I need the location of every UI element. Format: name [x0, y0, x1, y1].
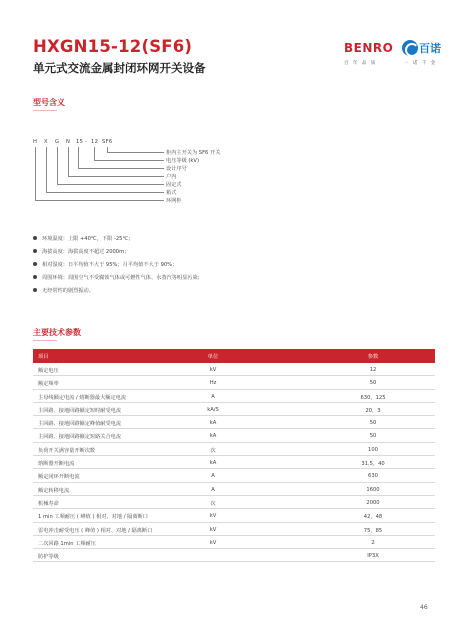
cell-value: 630，125 [360, 394, 386, 401]
cell-value: 50 [369, 380, 377, 387]
table-row [33, 416, 435, 429]
code-dash: - [85, 139, 88, 145]
cell-value: 20，3 [365, 407, 381, 414]
cell-value: 2 [371, 539, 375, 546]
cell-value: 31.5，40 [361, 461, 385, 468]
table-header [33, 349, 435, 363]
condition-item [33, 248, 129, 255]
cell-item: 防护等级 [38, 554, 59, 561]
table-row [33, 376, 435, 389]
cell-unit: kV [209, 539, 217, 546]
cell-unit: Hz [209, 380, 217, 387]
cell-unit: kA [209, 460, 217, 467]
condition-text: 无经常性的剧烈振动。 [42, 288, 94, 294]
bullet-icon [33, 275, 37, 279]
cell-value: 42，48 [363, 514, 383, 521]
bullet-icon [33, 249, 37, 253]
cell-value: 75，85 [363, 527, 383, 534]
cell-value: 12 [369, 367, 377, 373]
benro-logo [344, 40, 444, 76]
cell-item: 负荷开关满容量开断次数 [38, 447, 96, 454]
cell-unit: A [211, 393, 215, 400]
cell-unit: kV [209, 367, 217, 373]
cell-unit: 次 [210, 500, 216, 507]
cell-unit: A [211, 473, 215, 480]
code-letter-g: G [55, 139, 60, 145]
cell-item: 主母线额定电流 / 熔断器最大额定电流 [38, 394, 127, 401]
logo-brand: BENRO [344, 41, 394, 55]
condition-text: 相对湿度：日平均值不大于 95%；月平均值不大于 90%； [42, 262, 178, 268]
table-row [33, 549, 435, 562]
col-header-unit: 单位 [207, 354, 219, 360]
cell-value: 630 [368, 473, 378, 480]
cell-item: 主回路、接地回路额定短路关合电流 [38, 434, 122, 441]
cell-value: 1600 [366, 486, 380, 493]
cell-item: 主回路、接地回路额定峰值耐受电流 [38, 421, 122, 428]
bullet-icon [33, 288, 37, 292]
table-row [33, 403, 435, 416]
meaning-ring: 环网柜 [166, 198, 182, 204]
cell-unit: A [211, 486, 215, 493]
table-row [33, 523, 435, 536]
table-row [33, 483, 435, 496]
code-letter-h: H [33, 139, 38, 145]
cell-unit: kA/S [207, 406, 219, 413]
cell-unit: kA [209, 433, 217, 440]
cell-item: 机械寿命 [38, 500, 59, 507]
tree-line-design [78, 147, 79, 168]
table-row [33, 469, 435, 482]
logo-brand-cn: 百诺 [419, 42, 441, 55]
condition-text: 海拔高度：海拔高度不超过 2000m； [42, 249, 130, 255]
cell-value: 50 [369, 420, 377, 427]
cell-value: 2000 [366, 499, 380, 506]
tree-branch-4 [68, 176, 164, 177]
cell-value: IP3X [367, 553, 379, 560]
code-design-number: 15 [76, 139, 84, 145]
tree-branch-6 [46, 192, 164, 193]
model-section-heading: 型号含义 [33, 98, 65, 107]
condition-item [33, 287, 94, 294]
cell-item: 雷电冲击耐受电压 ( 峰值 ) 相对、对地 / 隔离断口 [38, 527, 153, 534]
meaning-indoor: 户内 [166, 174, 177, 180]
tree-line-ring [35, 147, 36, 200]
tree-line-fixed [57, 147, 58, 184]
table-row [33, 429, 435, 442]
table-row [33, 536, 435, 549]
meaning-fixed: 固定式 [166, 182, 182, 188]
tree-branch-7 [35, 200, 164, 201]
cell-item: 额定电压 [38, 368, 59, 374]
code-letter-x: X [44, 139, 48, 145]
spec-table [33, 349, 435, 562]
section-underline [33, 110, 57, 111]
cell-item: 额定转移电流 [38, 487, 70, 494]
tree-branch-2 [94, 160, 164, 161]
bullet-icon [33, 236, 37, 240]
table-row [33, 496, 435, 509]
code-letter-n: N [66, 139, 71, 145]
meaning-design: 设计序号 [166, 166, 187, 172]
logo-tagline-left: 百 年 品 质 [344, 61, 377, 66]
table-row [33, 390, 435, 403]
page-subtitle: 单元式交流金属封闭环网开关设备 [33, 61, 206, 75]
cell-value: 100 [368, 446, 378, 453]
cell-item: 1 min 工频耐压 ( 峰值 ) 相对、对地 / 隔离断口 [38, 514, 148, 521]
cell-item: 二次回路 1min 工频耐压 [38, 540, 96, 547]
section-underline [33, 340, 57, 341]
cell-item: 熔断器开断电流 [38, 461, 75, 468]
condition-item [33, 235, 133, 242]
tree-line-box [46, 147, 47, 192]
table-row [33, 509, 435, 522]
tree-line-voltage [94, 147, 95, 160]
col-header-item: 项目 [38, 354, 49, 360]
tree-branch-3 [78, 168, 164, 169]
page-number: 46 [420, 604, 428, 611]
col-header-value: 参数 [367, 354, 379, 360]
code-sf6: SF6 [102, 139, 113, 145]
condition-item [33, 261, 177, 268]
cell-item: 额定频率 [38, 381, 59, 388]
cell-unit: kA [209, 420, 217, 427]
table-body [33, 363, 435, 562]
spec-section-heading: 主要技术参数 [33, 328, 81, 337]
tree-branch-1 [107, 152, 164, 153]
cell-unit: kV [209, 513, 217, 520]
condition-text: 环境温度：上限 +40℃，下限 -25℃； [42, 236, 134, 242]
table-row [33, 443, 435, 456]
meaning-box: 箱式 [166, 190, 177, 196]
cell-unit: 次 [210, 447, 216, 454]
table-row [33, 363, 435, 376]
logo-tagline-right: 一 诺 千 金 [404, 61, 437, 66]
code-voltage: 12 [91, 139, 99, 145]
cell-item: 额定闭环开断电流 [38, 474, 80, 481]
cell-unit: kV [209, 526, 217, 533]
meaning-sf6: 柜内主开关为 SF6 开关 [166, 150, 221, 156]
page-title: HXGN15-12(SF6) [33, 37, 193, 56]
meaning-voltage: 电压等级 (kV) [166, 158, 199, 164]
globe-icon [402, 40, 418, 56]
condition-text: 周围环境：周围空气不受腐蚀气体或可燃性气体、水蒸汽等明显污染； [42, 275, 203, 281]
cell-value: 50 [369, 433, 377, 440]
bullet-icon [33, 262, 37, 266]
tree-line-indoor [68, 147, 69, 176]
table-row [33, 456, 435, 469]
tree-branch-5 [57, 184, 164, 185]
cell-item: 主回路、接地回路额定短时耐受电流 [38, 407, 122, 414]
condition-item [33, 274, 203, 281]
